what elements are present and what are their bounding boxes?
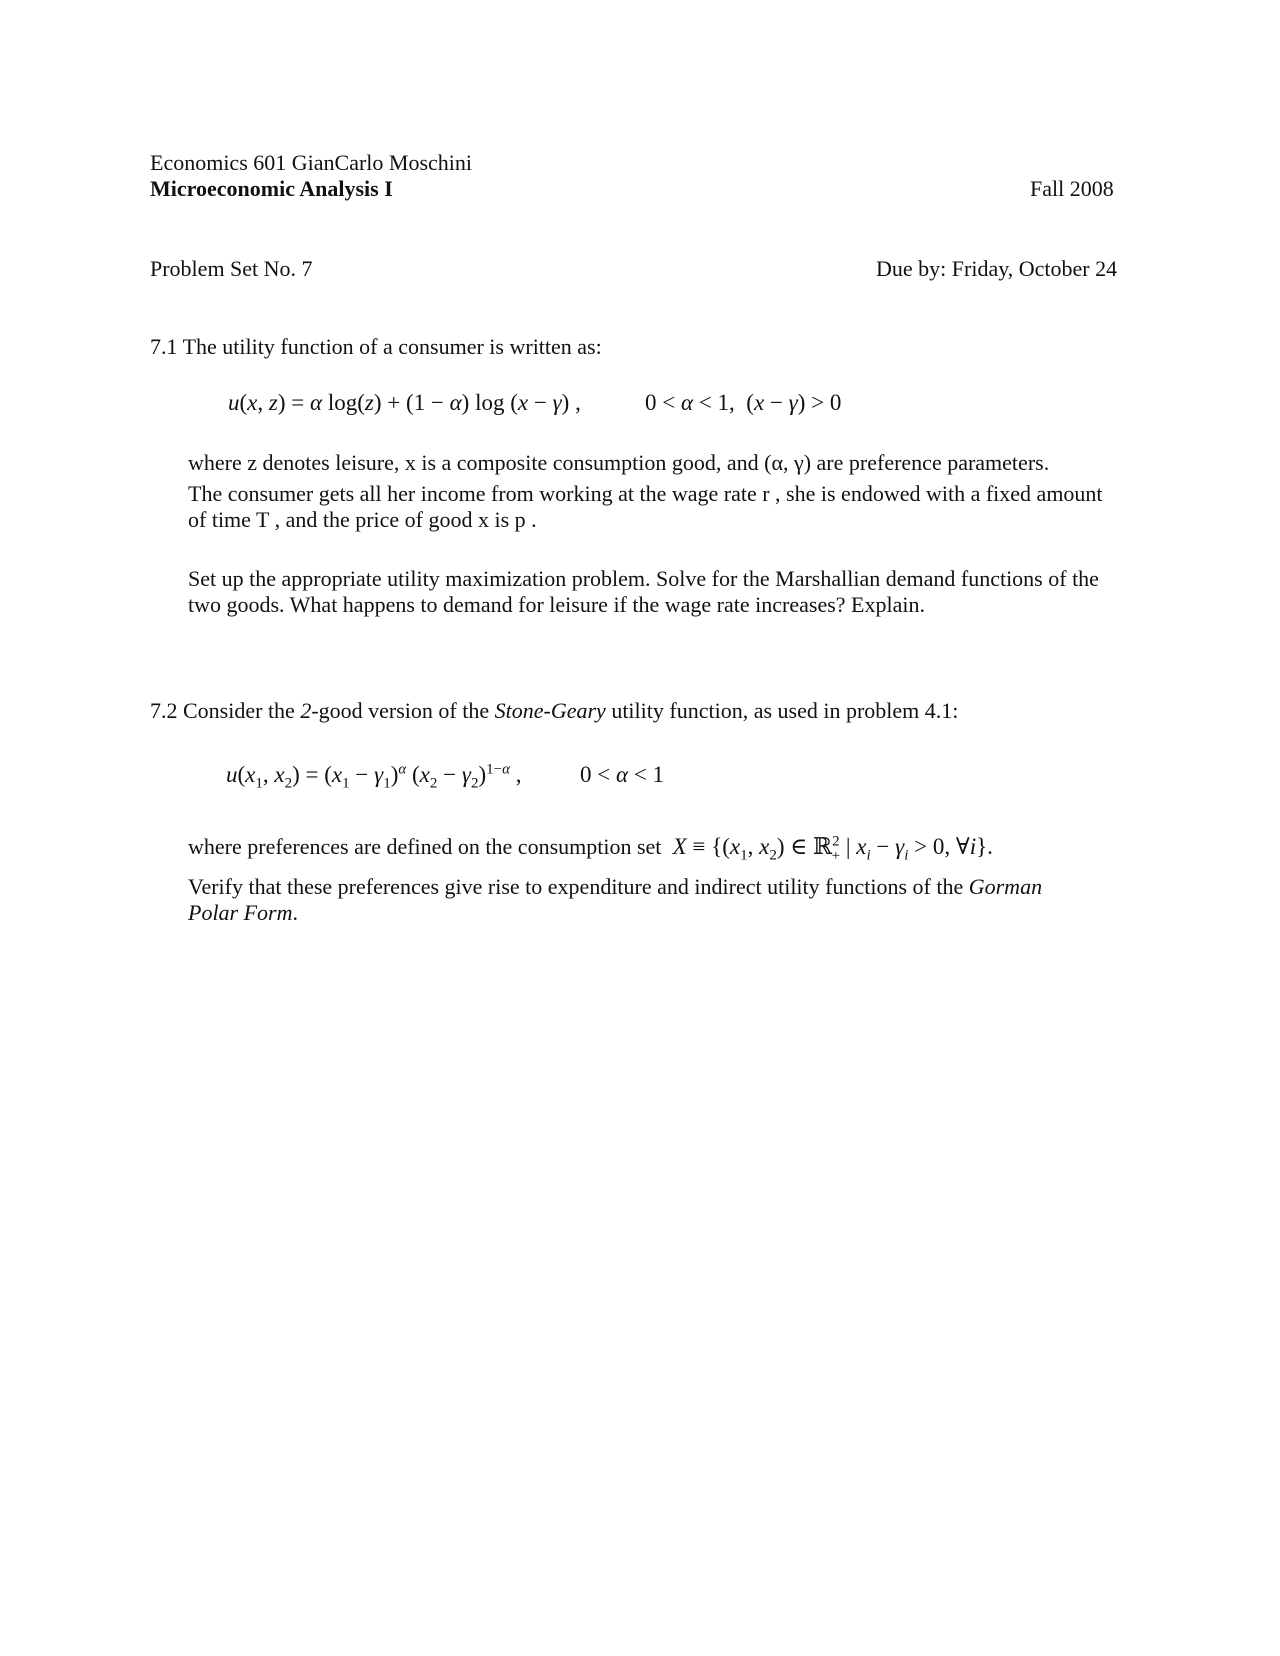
problem-7-2-intro [150, 698, 958, 724]
verify-suffix: . [292, 900, 298, 925]
verify-prefix: Verify that these preferences give rise to expenditure and indirect utility functions of the [188, 874, 969, 899]
course-line: Economics 601 GianCarlo Moschini [150, 150, 473, 175]
description-line-3: of time T , and the price of good x is p . [188, 507, 537, 532]
verify-line-1 [188, 874, 1042, 900]
term: Fall 2008 [1030, 176, 1114, 201]
utility-equation-1: u(x, z) = α log(z) + (1 − α) log (x − γ) , [228, 390, 581, 415]
stone-geary-name: Stone-Geary [494, 698, 606, 723]
utility-equation-2: $u(x_1$, $x_2) = (x_1 - \gamma_1)^\alpha$ $(x_2 - \gamma_2)^{1-\alpha}$ , [226, 761, 522, 792]
gorman-word: Gorman [968, 874, 1043, 899]
description-line-1: where z denotes leisure, x is a composite consumption good, and (α, γ) are preference parameters. [188, 450, 1050, 475]
constraint-1: 0 < α < 1, (x − γ) > 0 [645, 390, 842, 415]
set-text: where preferences are defined on the consumption set [188, 834, 662, 859]
intro-mid: -good version of the [311, 698, 495, 723]
polar-form-words: Polar Form [188, 900, 293, 925]
task-line-1: Set up the appropriate utility maximization problem. Solve for the Marshallian demand functions of the [188, 566, 1099, 591]
verify-line-2 [188, 900, 298, 926]
problem-7-1-intro: 7.1 The utility function of a consumer is written as: [150, 334, 602, 359]
task-line-2: two goods. What happens to demand for leisure if the wage rate increases? Explain. [188, 592, 925, 617]
intro-suffix: utility function, as used in problem 4.1: [605, 698, 959, 723]
constraint-2: 0 < α < 1 [580, 762, 665, 787]
consumption-set-math: $X \equiv \{(x_1$, $x_2$) ∈ ℝ$^2_+$ | $x_i - \gamma_i > 0$, ∀i}. [672, 833, 993, 864]
course-title: Microeconomic Analysis I [150, 176, 393, 201]
intro-prefix: 7.2 Consider the [150, 698, 301, 723]
intro-number: 2 [300, 698, 312, 723]
consumption-set-line [188, 833, 993, 864]
problem-set-label: Problem Set No. 7 [150, 256, 313, 281]
description-line-2: The consumer gets all her income from working at the wage rate r , she is endowed with a fixed amount [188, 481, 1103, 506]
due-date: Due by: Friday, October 24 [876, 256, 1118, 281]
